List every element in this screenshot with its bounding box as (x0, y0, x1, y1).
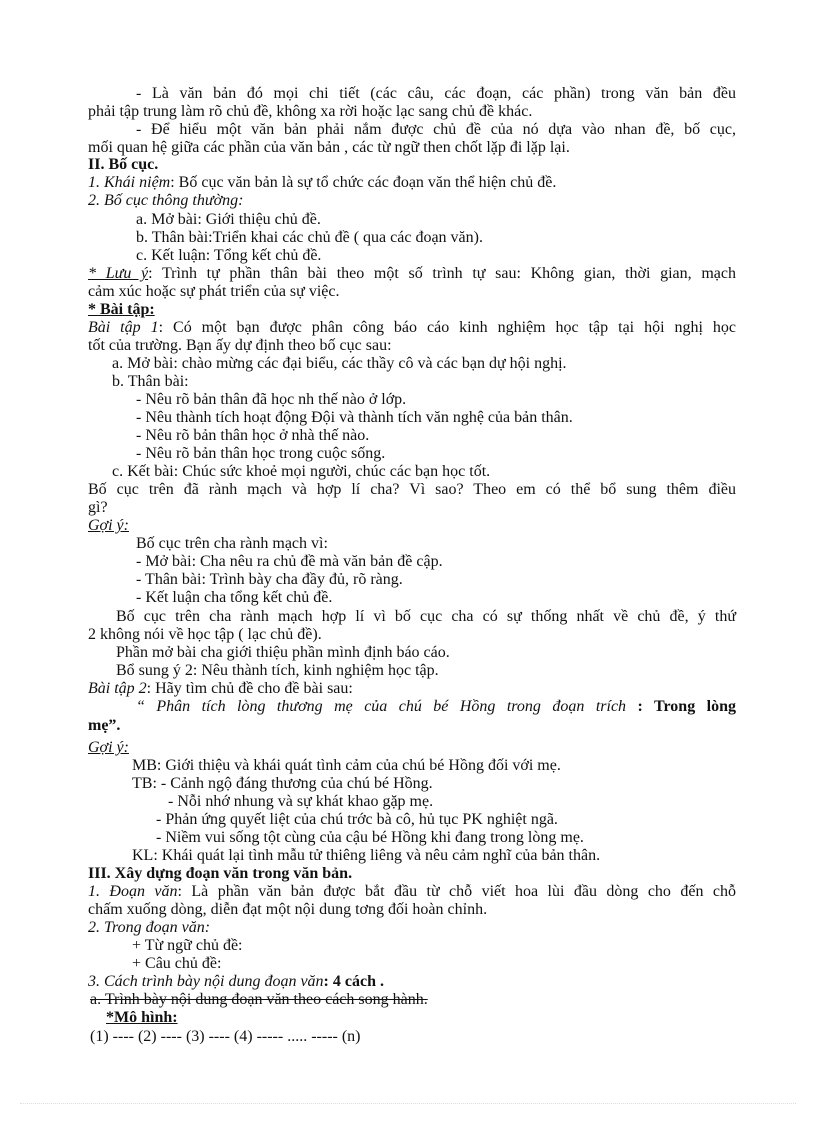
hint-line: KL: Khái quát lại tình mẫu tử thiêng liêng và nêu cảm nghĩ của bản thân. (132, 847, 601, 864)
list-item: b. Thân bài:Triển khai các chủ đề ( qua các đoạn văn). (136, 229, 483, 246)
list-item: a. Trình bày nội dung đoạn văn theo cách song hành. (90, 991, 428, 1008)
section-heading: III. Xây dựng đoạn văn trong văn bản. (88, 865, 353, 882)
hint-line: TB: - Cảnh ngộ đáng thương của chú bé Hồng. (132, 775, 433, 792)
subheading: 3. Cách trình bày nội dung đoạn văn: 4 cách . (88, 973, 384, 990)
list-item: + Câu chủ đề: (132, 955, 222, 972)
hint-line: Bố cục trên cha rành mạch vì: (136, 535, 328, 552)
list-item: b. Thân bài: (112, 373, 189, 390)
paragraph-line: - Để hiểu một văn bản phải nắm được chủ đề của nó dựa vào nhan đề, bố cục, (136, 121, 736, 138)
subheading: 2. Bố cục thông thường: (88, 192, 244, 209)
hint-line: Bổ sung ý 2: Nêu thành tích, kinh nghiệm học tập. (116, 662, 439, 679)
paragraph-line: phải tập trung làm rõ chủ đề, không xa rời hoặc lạc sang chủ đề khác. (88, 103, 533, 120)
list-item: + Từ ngữ chủ đề: (132, 937, 243, 954)
paragraph-line: - Là văn bản đó mọi chi tiết (các câu, các đoạn, các phần) trong văn bản đều (136, 85, 736, 102)
exercise-heading: * Bài tập: (88, 301, 155, 318)
list-item: a. Mở bài: Giới thiệu chủ đề. (136, 211, 321, 228)
exercise-quote: “ Phân tích lòng thương mẹ của chú bé Hồng trong đoạn trích : Trong lòng (136, 698, 736, 715)
page-divider (20, 1103, 796, 1104)
exercise-line: Bài tập 2: Hãy tìm chủ đề cho đề bài sau: (88, 680, 353, 697)
model-label: *Mô hình: (106, 1009, 178, 1026)
question-line: Bố cục trên đã rành mạch và hợp lí cha? Vì sao? Theo em có thể bổ sung thêm điều (88, 481, 736, 498)
exercise-line: tốt của trường. Bạn ấy dự định theo bố cục sau: (88, 337, 392, 354)
note-line: cảm xúc hoặc sự phát triển của sự việc. (88, 283, 340, 300)
list-item: - Nêu thành tích hoạt động Đội và thành tích văn nghệ của bản thân. (136, 409, 573, 426)
hint-line: - Kết luận cha tổng kết chủ đề. (136, 589, 333, 606)
hint-line: - Nỗi nhớ nhung và sự khát khao gặp mẹ. (168, 793, 434, 810)
hint-line: Phần mở bài cha giới thiệu phần mình định báo cáo. (116, 644, 450, 661)
question-line: gì? (88, 499, 108, 516)
hint-line: - Mở bài: Cha nêu ra chủ đề mà văn bản đề cập. (136, 553, 443, 570)
hint-line: 2 không nói về học tập ( lạc chủ đề). (88, 626, 322, 643)
hint-line: Bố cục trên cha rành mạch hợp lí vì bố cục cha có sự thống nhất về chủ đề, ý thứ (116, 608, 736, 625)
definition-line: chấm xuống dòng, diễn đạt một nội dung tơng đối hoàn chỉnh. (88, 901, 488, 918)
model-sequence: (1) ---- (2) ---- (3) ---- (4) ----- ..... ----- (n) (90, 1028, 361, 1045)
list-item: - Nêu rõ bản thân học trong cuộc sống. (136, 445, 386, 462)
hint-label: Gợi ý: (88, 739, 129, 756)
hint-line: - Niềm vui sống tột cùng của cậu bé Hồng khi đang trong lòng mẹ. (156, 829, 584, 846)
paragraph-line: mối quan hệ giữa các phần của văn bản , các từ ngữ then chốt lặp đi lặp lại. (88, 139, 570, 156)
hint-line: - Thân bài: Trình bày cha đầy đủ, rõ ràng. (136, 571, 403, 588)
section-heading: II. Bố cục. (88, 156, 159, 173)
subheading: 2. Trong đoạn văn: (88, 919, 211, 936)
exercise-quote: mẹ”. (88, 717, 121, 734)
list-item: c. Kết luận: Tổng kết chủ đề. (136, 247, 322, 264)
list-item: a. Mở bài: chào mừng các đại biểu, các thầy cô và các bạn dự hội nghị. (112, 355, 567, 372)
note-line: * Lưu ý: Trình tự phần thân bài theo một số trình tự sau: Không gian, thời gian, mạch (88, 265, 736, 282)
hint-line: - Phản ứng quyết liệt của chú trớc bà cô, hủ tục PK nghiệt ngã. (156, 811, 558, 828)
definition-line: 1. Đoạn văn: Là phần văn bản được bắt đầu từ chỗ viết hoa lùi đầu dòng cho đến chỗ (88, 883, 737, 900)
hint-line: MB: Giới thiệu và khái quát tình cảm của chú bé Hồng đối với mẹ. (132, 757, 561, 774)
hint-label: Gợi ý: (88, 517, 129, 534)
exercise-line: Bài tập 1: Có một bạn được phân công báo cáo kinh nghiệm học tập tại hội nghị học (88, 319, 737, 336)
list-item: - Nêu rõ bản thân đã học nh thế nào ở lớp. (136, 391, 407, 408)
term-label: 1. Khái niệm (88, 174, 171, 191)
list-item: c. Kết bài: Chúc sức khoẻ mọi người, chúc các bạn học tốt. (112, 463, 491, 480)
definition-line: 1. Khái niệm: Bố cục văn bản là sự tổ chức các đoạn văn thể hiện chủ đề. (88, 174, 557, 191)
list-item: - Nêu rõ bản thân học ở nhà thế nào. (136, 427, 370, 444)
